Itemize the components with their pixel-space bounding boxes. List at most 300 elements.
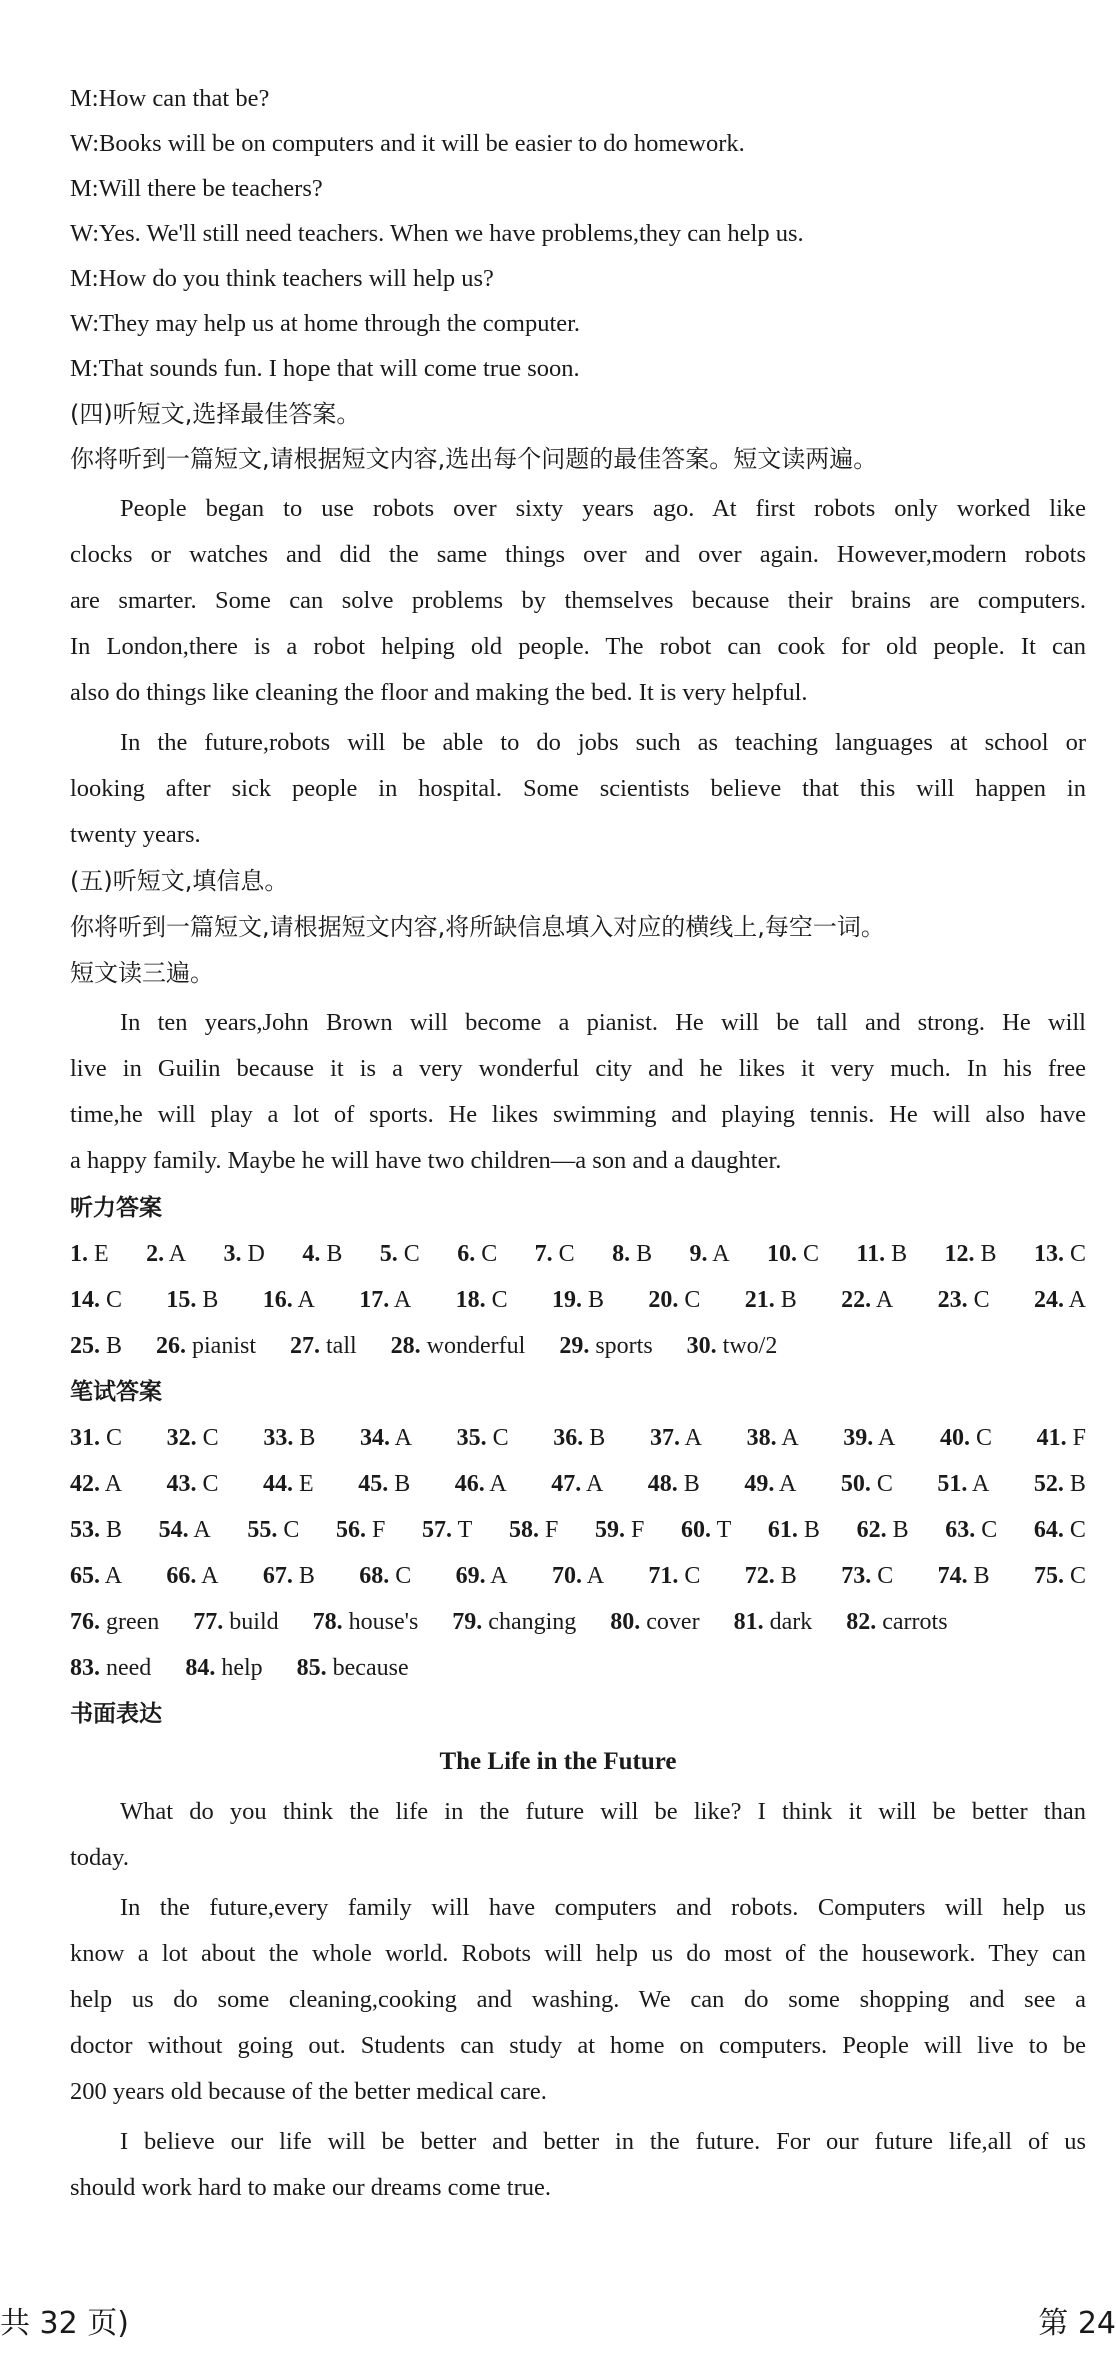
answer-value: carrots — [882, 1609, 948, 1635]
answer-value: C — [106, 1425, 123, 1451]
answer-number: 14. — [70, 1287, 100, 1313]
answer-number: 82. — [846, 1609, 877, 1635]
answer-item — [359, 1283, 411, 1317]
answer-item — [167, 1421, 219, 1455]
answer-number: 55. — [247, 1517, 278, 1543]
answer-number: 24. — [1033, 1287, 1064, 1313]
answer-item — [747, 1421, 799, 1455]
answer-number: 71. — [648, 1563, 679, 1589]
dialogue-line: M:How do you think teachers will help us? — [70, 265, 494, 292]
passage-line: also do things like cleaning the floor and making the bed. It is very helpful. — [70, 679, 808, 706]
answer-item — [70, 1559, 122, 1593]
answer-number: 56. — [336, 1517, 367, 1543]
answer-item — [1034, 1513, 1086, 1547]
answer-number: 27. — [290, 1333, 321, 1359]
answer-value: B — [587, 1287, 604, 1313]
answer-item — [552, 1559, 604, 1593]
answer-number: 79. — [452, 1609, 483, 1635]
answer-item — [945, 1513, 997, 1547]
answer-value: C — [492, 1425, 509, 1451]
answer-value: pianist — [192, 1333, 257, 1359]
essay-line: What do you think the life in the future will be like? I think it will be better than — [120, 1798, 1086, 1825]
answer-item — [380, 1237, 420, 1271]
answer-value: B — [980, 1241, 997, 1267]
answer-row — [70, 1651, 1086, 1685]
answer-number: 16. — [262, 1287, 293, 1313]
answer-item — [70, 1513, 122, 1547]
answer-item — [1034, 1283, 1086, 1317]
answer-number: 54. — [158, 1517, 189, 1543]
written-answers-heading: 笔试答案 — [70, 1379, 162, 1405]
dialogue-line: M:Will there be teachers? — [70, 175, 323, 202]
answer-value: C — [684, 1563, 701, 1589]
answer-item — [457, 1237, 497, 1271]
answer-number: 17. — [359, 1287, 390, 1313]
answer-item — [841, 1559, 893, 1593]
answer-number: 30. — [686, 1333, 717, 1359]
answer-number: 25. — [70, 1333, 100, 1359]
essay-line: today. — [70, 1844, 129, 1871]
essay-line: help us do some cleaning,cooking and washing. We can do some shopping and see a — [70, 1986, 1086, 2013]
passage-line: live in Guilin because it is a very wonderful city and he likes it very much. In his free — [70, 1055, 1086, 1082]
answer-value: because — [332, 1655, 409, 1681]
answer-value: T — [457, 1517, 473, 1543]
answer-number: 11. — [856, 1241, 886, 1267]
answer-number: 34. — [359, 1425, 390, 1451]
answer-number: 81. — [733, 1609, 764, 1635]
answer-item — [937, 1467, 989, 1501]
answer-number: 38. — [746, 1425, 777, 1451]
answer-item — [1034, 1237, 1086, 1271]
answer-number: 70. — [552, 1563, 582, 1589]
answer-value: A — [201, 1563, 219, 1589]
answer-item — [681, 1513, 731, 1547]
answer-number: 46. — [454, 1471, 485, 1497]
answer-item — [159, 1513, 211, 1547]
answer-value: C — [403, 1241, 420, 1267]
answer-item — [648, 1467, 700, 1501]
answer-value: B — [636, 1241, 653, 1267]
answer-number: 12. — [944, 1241, 975, 1267]
answer-value: B — [589, 1425, 606, 1451]
answer-value: A — [104, 1563, 123, 1589]
answer-value: A — [393, 1287, 412, 1313]
answer-value: A — [1068, 1287, 1086, 1313]
answer-value: C — [973, 1287, 990, 1313]
answer-value: B — [202, 1287, 219, 1313]
answer-number: 2. — [146, 1241, 165, 1267]
answer-row — [70, 1283, 1086, 1317]
answer-item — [70, 1329, 122, 1363]
passage-line: time,he will play a lot of sports. He likes swimming and playing tennis. He will also have — [70, 1101, 1086, 1128]
answer-item — [846, 1605, 947, 1639]
answer-value: A — [781, 1425, 799, 1451]
answer-item — [938, 1283, 990, 1317]
answer-value: A — [394, 1425, 412, 1451]
answer-number: 50. — [840, 1471, 871, 1497]
answer-number: 10. — [766, 1241, 797, 1267]
answer-value: C — [876, 1471, 893, 1497]
answer-value: A — [684, 1425, 702, 1451]
answer-item — [1037, 1421, 1086, 1455]
answer-value: B — [973, 1563, 990, 1589]
essay-line: doctor without going out. Students can study at home on computers. People will live to be — [70, 2032, 1086, 2059]
section-5-instruction: 短文读三遍。 — [70, 959, 214, 987]
essay-line: know a lot about the whole world. Robots will help us do most of the housework. They can — [70, 1940, 1086, 1967]
answer-item — [744, 1467, 796, 1501]
section-4-heading: (四)听短文,选择最佳答案。 — [70, 400, 361, 428]
answer-value: F — [372, 1517, 386, 1543]
essay-line: In the future,every family will have computers and robots. Computers will help us — [120, 1894, 1086, 1921]
answer-number: 39. — [843, 1425, 874, 1451]
answer-value: C — [981, 1517, 998, 1543]
answer-value: sports — [595, 1333, 653, 1359]
answer-value: A — [489, 1471, 507, 1497]
answer-value: A — [712, 1241, 730, 1267]
answer-item — [648, 1283, 700, 1317]
answer-number: 8. — [612, 1241, 631, 1267]
answer-number: 59. — [594, 1517, 625, 1543]
answer-number: 67. — [262, 1563, 293, 1589]
answer-item — [146, 1237, 186, 1271]
essay-line: should work hard to make our dreams come true. — [70, 2174, 552, 2201]
passage-line: In the future,robots will be able to do jobs such as teaching languages at school or — [120, 729, 1086, 756]
answer-item — [559, 1329, 652, 1363]
answer-value: C — [558, 1241, 575, 1267]
answer-number: 13. — [1033, 1241, 1064, 1267]
answer-item — [456, 1283, 508, 1317]
answer-value: cover — [646, 1609, 700, 1635]
answer-number: 6. — [457, 1241, 476, 1267]
answer-number: 63. — [945, 1517, 976, 1543]
answer-number: 75. — [1033, 1563, 1064, 1589]
answer-item — [553, 1421, 605, 1455]
answer-number: 61. — [767, 1517, 798, 1543]
essay-title: The Life in the Future — [439, 1748, 677, 1775]
answer-number: 28. — [390, 1333, 421, 1359]
answer-value: E — [299, 1471, 314, 1497]
writing-heading: 书面表达 — [70, 1701, 162, 1727]
answer-item — [313, 1605, 419, 1639]
answer-value: E — [94, 1241, 109, 1267]
answer-value: B — [803, 1517, 820, 1543]
answer-value: B — [326, 1241, 343, 1267]
answer-value: A — [104, 1471, 123, 1497]
answer-value: B — [683, 1471, 700, 1497]
dialogue-line: W:They may help us at home through the computer. — [70, 310, 581, 337]
answer-item — [551, 1467, 603, 1501]
answer-number: 83. — [70, 1655, 100, 1681]
answer-row — [70, 1559, 1086, 1593]
essay-line: I believe our life will be better and better in the future. For our future life,all of us — [120, 2128, 1086, 2155]
passage-line: a happy family. Maybe he will have two children—a son and a daughter. — [70, 1147, 782, 1174]
answer-item — [938, 1559, 990, 1593]
answer-item — [552, 1283, 604, 1317]
answer-item — [360, 1421, 412, 1455]
section-5-instruction: 你将听到一篇短文,请根据短文内容,将所缺信息填入对应的横线上,每空一词。 — [70, 913, 885, 941]
answer-value: B — [780, 1563, 797, 1589]
answer-number: 43. — [166, 1471, 197, 1497]
answer-number: 5. — [379, 1241, 398, 1267]
answer-value: B — [892, 1517, 909, 1543]
answer-value: A — [875, 1287, 894, 1313]
answer-number: 77. — [193, 1609, 224, 1635]
answer-item — [290, 1329, 357, 1363]
answer-value: C — [202, 1471, 219, 1497]
answer-value: D — [247, 1241, 265, 1267]
answer-number: 84. — [185, 1655, 216, 1681]
answer-value: A — [585, 1471, 604, 1497]
answer-number: 4. — [302, 1241, 321, 1267]
answer-value: wonderful — [426, 1333, 526, 1359]
answer-item — [358, 1467, 410, 1501]
answer-item — [193, 1605, 278, 1639]
section-4-instruction: 你将听到一篇短文,请根据短文内容,选出每个问题的最佳答案。短文读两遍。 — [70, 445, 878, 473]
answer-item — [455, 1467, 507, 1501]
answer-value: C — [1069, 1241, 1086, 1267]
answer-item — [595, 1513, 644, 1547]
answer-item — [247, 1513, 299, 1547]
answer-item — [70, 1283, 122, 1317]
page-total-label: 共 32 页) — [0, 2306, 129, 2341]
answer-number: 58. — [508, 1517, 539, 1543]
answer-value: A — [193, 1517, 211, 1543]
answer-number: 53. — [70, 1517, 100, 1543]
answer-number: 7. — [534, 1241, 553, 1267]
answer-value: C — [491, 1287, 508, 1313]
answer-number: 76. — [70, 1609, 100, 1635]
answer-value: C — [395, 1563, 412, 1589]
answer-value: A — [779, 1471, 797, 1497]
answer-number: 72. — [744, 1563, 775, 1589]
answer-number: 78. — [312, 1609, 343, 1635]
answer-item — [745, 1559, 797, 1593]
dialogue-line: W:Yes. We'll still need teachers. When we have problems,they can help us. — [70, 220, 804, 247]
answer-number: 57. — [422, 1517, 453, 1543]
answer-item — [70, 1651, 151, 1685]
answer-number: 1. — [70, 1241, 88, 1267]
answer-item — [940, 1421, 992, 1455]
answer-item — [167, 1467, 219, 1501]
answer-value: C — [283, 1517, 300, 1543]
answer-item — [1034, 1467, 1086, 1501]
answer-number: 32. — [166, 1425, 197, 1451]
answer-value: A — [877, 1425, 896, 1451]
answer-number: 52. — [1033, 1471, 1064, 1497]
answer-item — [297, 1651, 409, 1685]
answer-value: C — [106, 1287, 123, 1313]
answer-item — [456, 1559, 508, 1593]
answer-item — [612, 1237, 652, 1271]
answer-value: green — [106, 1609, 160, 1635]
answer-value: B — [106, 1333, 123, 1359]
answer-item — [650, 1421, 702, 1455]
answer-row — [70, 1329, 1086, 1363]
answer-item — [422, 1513, 472, 1547]
page-number-label: 第 24 — [1038, 2306, 1116, 2341]
answer-item — [359, 1559, 411, 1593]
answer-value: T — [716, 1517, 732, 1543]
dialogue-line: M:That sounds fun. I hope that will come true soon. — [70, 355, 580, 382]
answer-item — [70, 1237, 109, 1271]
answer-number: 85. — [296, 1655, 327, 1681]
answer-item — [535, 1237, 575, 1271]
answer-item — [166, 1559, 218, 1593]
answer-item — [166, 1283, 218, 1317]
answer-item — [457, 1421, 509, 1455]
answer-number: 19. — [551, 1287, 582, 1313]
answer-value: tall — [326, 1333, 357, 1359]
answer-item — [768, 1513, 820, 1547]
passage-line: People began to use robots over sixty years ago. At first robots only worked like — [120, 495, 1086, 522]
answer-value: F — [1072, 1425, 1086, 1451]
answer-number: 68. — [359, 1563, 390, 1589]
listening-answers-heading: 听力答案 — [70, 1195, 162, 1221]
answer-number: 80. — [610, 1609, 641, 1635]
answer-row — [70, 1237, 1086, 1271]
passage-line: twenty years. — [70, 821, 201, 848]
answer-value: C — [202, 1425, 219, 1451]
answer-number: 47. — [551, 1471, 582, 1497]
answer-item — [185, 1651, 262, 1685]
answer-number: 66. — [166, 1563, 197, 1589]
answer-item — [690, 1237, 730, 1271]
answer-number: 15. — [166, 1287, 197, 1313]
passage-line: In London,there is a robot helping old people. The robot can cook for old people. It can — [70, 633, 1086, 660]
answer-value: house's — [348, 1609, 419, 1635]
answer-value: B — [780, 1287, 797, 1313]
answer-item — [745, 1283, 797, 1317]
answer-value: A — [297, 1287, 315, 1313]
answer-number: 51. — [937, 1471, 968, 1497]
answer-row — [70, 1513, 1086, 1547]
answer-value: B — [299, 1425, 316, 1451]
passage-line: looking after sick people in hospital. Some scientists believe that this will happen in — [70, 775, 1086, 802]
answer-number: 65. — [70, 1563, 100, 1589]
answer-item — [452, 1605, 576, 1639]
answer-number: 23. — [937, 1287, 968, 1313]
answer-value: F — [544, 1517, 559, 1543]
answer-item — [856, 1237, 907, 1271]
answer-value: B — [106, 1517, 123, 1543]
answer-value: C — [802, 1241, 819, 1267]
dialogue-line: M:How can that be? — [70, 85, 270, 112]
answer-value: two/2 — [722, 1333, 778, 1359]
answer-number: 3. — [223, 1241, 242, 1267]
answer-number: 42. — [70, 1471, 100, 1497]
section-5-heading: (五)听短文,填信息。 — [70, 867, 289, 895]
answer-value: B — [1069, 1471, 1086, 1497]
answer-number: 64. — [1033, 1517, 1064, 1543]
dialogue-line: W:Books will be on computers and it will be easier to do homework. — [70, 130, 745, 157]
answer-number: 73. — [841, 1563, 872, 1589]
answer-value: C — [877, 1563, 894, 1589]
answer-number: 49. — [744, 1471, 775, 1497]
answer-number: 35. — [456, 1425, 487, 1451]
answer-number: 20. — [648, 1287, 679, 1313]
answer-number: 44. — [263, 1471, 294, 1497]
answer-row — [70, 1421, 1086, 1455]
answer-number: 26. — [156, 1333, 187, 1359]
answer-number: 40. — [939, 1425, 970, 1451]
answer-value: B — [394, 1471, 411, 1497]
answer-number: 69. — [455, 1563, 486, 1589]
answer-number: 36. — [553, 1425, 584, 1451]
answer-number: 29. — [559, 1333, 590, 1359]
answer-number: 48. — [647, 1471, 678, 1497]
passage-line: are smarter. Some can solve problems by themselves because their brains are computers. — [70, 587, 1086, 614]
answer-number: 45. — [358, 1471, 389, 1497]
answer-value: A — [972, 1471, 990, 1497]
answer-value: A — [490, 1563, 508, 1589]
answer-row — [70, 1467, 1086, 1501]
answer-item — [224, 1237, 265, 1271]
answer-item — [945, 1237, 997, 1271]
answer-value: A — [586, 1563, 605, 1589]
answer-item — [336, 1513, 385, 1547]
answer-item — [156, 1329, 256, 1363]
answer-number: 18. — [455, 1287, 486, 1313]
answer-value: C — [684, 1287, 701, 1313]
answer-value: C — [481, 1241, 498, 1267]
answer-item — [263, 1467, 314, 1501]
answer-number: 37. — [649, 1425, 680, 1451]
answer-value: help — [221, 1655, 263, 1681]
answer-value: C — [1069, 1563, 1086, 1589]
answer-value: need — [106, 1655, 152, 1681]
answer-number: 22. — [841, 1287, 872, 1313]
answer-number: 74. — [937, 1563, 968, 1589]
answer-value: C — [1069, 1517, 1086, 1543]
answer-item — [70, 1467, 122, 1501]
answer-number: 9. — [689, 1241, 708, 1267]
answer-row — [70, 1605, 1086, 1639]
answer-item — [841, 1283, 893, 1317]
answer-value: A — [168, 1241, 187, 1267]
answer-value: changing — [488, 1609, 577, 1635]
answer-item — [263, 1559, 315, 1593]
answer-number: 41. — [1036, 1425, 1067, 1451]
answer-item — [610, 1605, 699, 1639]
answer-item — [391, 1329, 526, 1363]
answer-value: dark — [769, 1609, 813, 1635]
passage-line: clocks or watches and did the same things over and over again. However,modern robots — [70, 541, 1086, 568]
answer-value: build — [229, 1609, 279, 1635]
answer-item — [687, 1329, 778, 1363]
answer-item — [734, 1605, 813, 1639]
answer-number: 21. — [744, 1287, 775, 1313]
answer-number: 33. — [263, 1425, 294, 1451]
answer-item — [1034, 1559, 1086, 1593]
answer-value: B — [891, 1241, 908, 1267]
answer-item — [70, 1421, 122, 1455]
answer-value: F — [630, 1517, 645, 1543]
answer-number: 31. — [70, 1425, 100, 1451]
answer-item — [767, 1237, 819, 1271]
answer-value: C — [975, 1425, 992, 1451]
answer-item — [302, 1237, 342, 1271]
answer-item — [70, 1605, 159, 1639]
passage-line: In ten years,John Brown will become a pianist. He will be tall and strong. He will — [120, 1009, 1086, 1036]
answer-number: 62. — [856, 1517, 887, 1543]
answer-item — [509, 1513, 558, 1547]
answer-item — [263, 1421, 315, 1455]
answer-item — [857, 1513, 909, 1547]
answer-item — [263, 1283, 315, 1317]
answer-item — [843, 1421, 895, 1455]
answer-item — [841, 1467, 893, 1501]
answer-number: 60. — [680, 1517, 711, 1543]
